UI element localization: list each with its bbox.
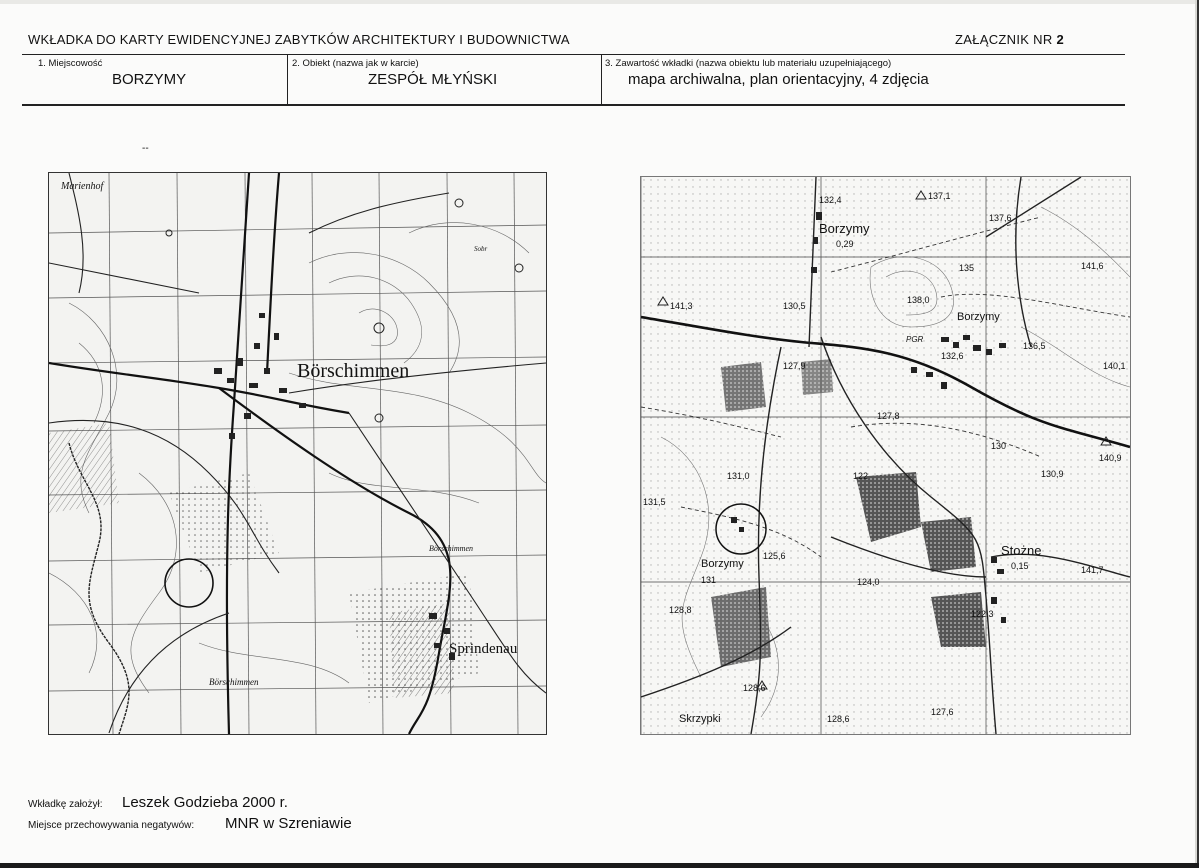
archival-map-drawing — [49, 173, 546, 734]
archival-map — [48, 172, 547, 735]
elevation-label: 131,0 — [727, 471, 750, 481]
elevation-label: 135 — [959, 263, 975, 273]
field-divider-2 — [601, 55, 602, 105]
elevation-label: 137,1 — [928, 191, 951, 201]
elevation-label: 128,8 — [669, 605, 692, 615]
elevation-label: 132,4 — [819, 195, 842, 205]
plan-label-skrzypki: Skrzypki — [679, 713, 721, 725]
plan-label-stozne: Stożne — [1001, 543, 1042, 558]
field-divider-1 — [287, 55, 288, 105]
orientation-map — [640, 176, 1131, 735]
elevation-label: 128,6 — [827, 714, 850, 724]
field-label-locality: 1. Miejscowość — [38, 58, 103, 69]
elevation-label: 127,6 — [931, 707, 954, 717]
elevation-label: 138,0 — [907, 295, 930, 305]
annex-number: 2 — [1056, 32, 1065, 47]
header-bottom-rule — [22, 104, 1125, 106]
plan-label-pgr: PGR — [906, 335, 924, 344]
elevation-label: 124,0 — [857, 577, 880, 587]
plan-label-borzymy-mill: Borzymy — [701, 558, 744, 570]
negatives-value: MNR w Szreniawie — [225, 815, 352, 832]
field-label-contents: 3. Zawartość wkładki (nazwa obiektu lub materiału uzupełniającego) — [605, 58, 892, 69]
map-label-borschimmen: Börschimmen — [297, 360, 410, 382]
map-label-borschimmen-small-1: Börschimmen — [429, 544, 473, 553]
elevation-label: 130,5 — [783, 301, 806, 311]
founder-label: Wkładkę założył: — [28, 799, 103, 810]
elevation-label: 127,9 — [783, 361, 806, 371]
elevation-label: 0,29 — [836, 239, 854, 249]
elevation-label: 130,9 — [1041, 469, 1064, 479]
field-value-object: ZESPÓŁ MŁYŃSKI — [368, 71, 498, 88]
orientation-map-drawing — [641, 177, 1130, 734]
document-title: WKŁADKA DO KARTY EWIDENCYJNEJ ZABYTKÓW ARCHITEKTURY I BUDOWNICTWA — [28, 32, 570, 47]
elevation-label: 122 — [853, 471, 869, 481]
elevation-label: 141,3 — [670, 301, 693, 311]
elevation-label: 128,6 — [743, 683, 766, 693]
elevation-label: 140,9 — [1099, 453, 1122, 463]
elevation-label: 137,6 — [989, 213, 1012, 223]
elevation-label: 131 — [701, 575, 717, 585]
elevation-label: 141,6 — [1081, 261, 1104, 271]
founder-value: Leszek Godzieba 2000 r. — [122, 794, 288, 811]
header-top-rule — [22, 54, 1125, 55]
negatives-label: Miejsce przechowywania negatywów: — [28, 820, 195, 831]
annex-label — [955, 32, 1064, 47]
map-label-borschimmen-small-2: Börschimmen — [209, 677, 259, 687]
elevation-label: 122,3 — [971, 609, 994, 619]
map-label-sprindenau: Sprindenau — [449, 641, 518, 657]
elevation-label: 140,1 — [1103, 361, 1126, 371]
field-value-contents: mapa archiwalna, plan orientacyjny, 4 zdjęcia — [628, 71, 929, 88]
elevation-label: 141,7 — [1081, 565, 1104, 575]
scan-edge-bottom — [0, 863, 1199, 868]
elevation-label: 127,8 — [877, 411, 900, 421]
elevation-label: 0,15 — [1011, 561, 1029, 571]
elevation-label: 132,6 — [941, 351, 964, 361]
elevation-label: 136,5 — [1023, 341, 1046, 351]
plan-label-borzymy-east: Borzymy — [957, 311, 1000, 323]
map-label-marienhof: Marienhof — [61, 181, 104, 192]
plan-label-borzymy-north: Borzymy — [819, 221, 870, 236]
field-label-object: 2. Obiekt (nazwa jak w karcie) — [292, 58, 419, 69]
field-value-locality: BORZYMY — [112, 71, 187, 88]
scan-edge-top — [0, 0, 1199, 4]
annex-label-text: ZAŁĄCZNIK NR — [955, 32, 1053, 47]
stray-mark: -- — [142, 143, 149, 154]
elevation-label: 130 — [991, 441, 1007, 451]
elevation-label: 125,6 — [763, 551, 786, 561]
map-label-sobr: Sobr — [474, 245, 488, 253]
elevation-label: 131,5 — [643, 497, 666, 507]
